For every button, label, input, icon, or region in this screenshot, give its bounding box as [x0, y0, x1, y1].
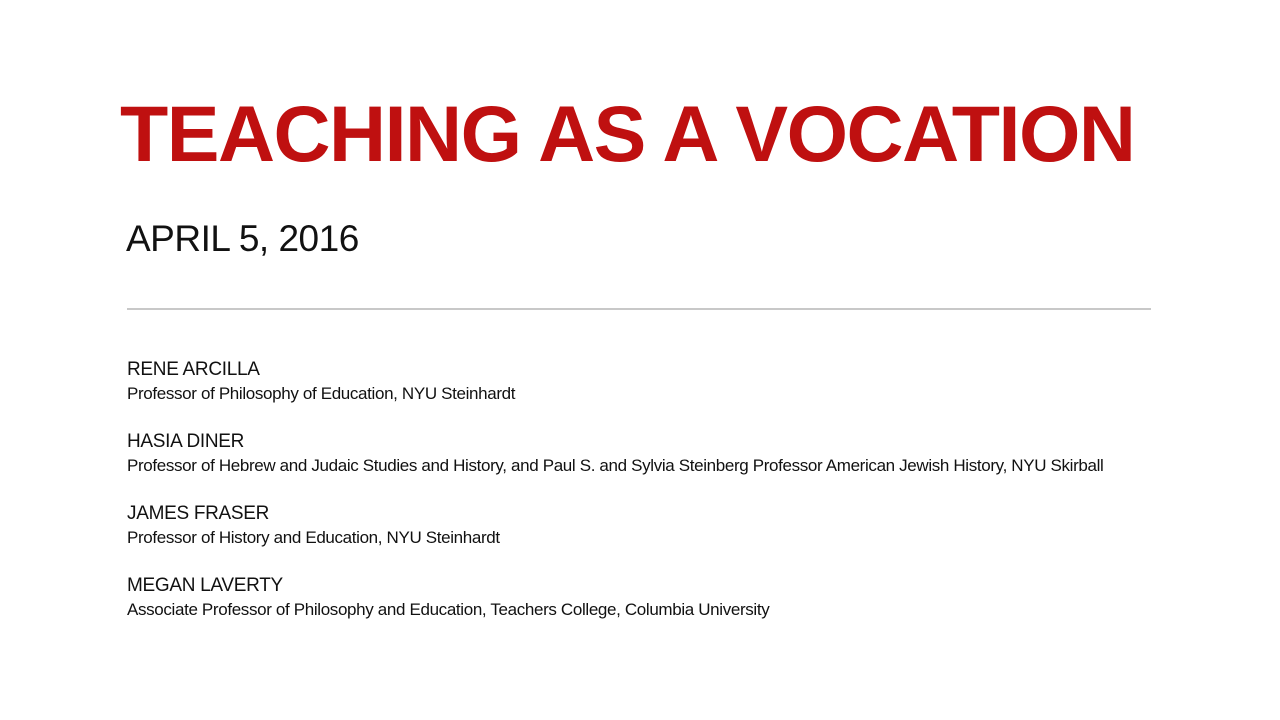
slide-title: TEACHING AS A VOCATION: [120, 89, 1135, 178]
speaker-item: [127, 502, 1227, 574]
speaker-role: Associate Professor of Philosophy and Education, Teachers College, Columbia University: [127, 600, 770, 619]
speaker-item: [127, 430, 1227, 502]
speaker-role: Professor of History and Education, NYU Steinhardt: [127, 528, 500, 547]
speaker-role: Professor of Hebrew and Judaic Studies and History, and Paul S. and Sylvia Steinberg Professor American Jewish History, NYU Skirball: [127, 456, 1104, 475]
speaker-name: MEGAN LAVERTY: [127, 575, 283, 596]
event-date: APRIL 5, 2016: [126, 218, 359, 259]
speaker-name: HASIA DINER: [127, 431, 245, 452]
speaker-item: [127, 574, 1227, 646]
speaker-list: [127, 358, 1227, 646]
speaker-role: Professor of Philosophy of Education, NYU Steinhardt: [127, 384, 516, 403]
speaker-name: RENE ARCILLA: [127, 359, 260, 380]
divider: [127, 308, 1151, 310]
speaker-name: JAMES FRASER: [127, 503, 270, 524]
speaker-item: [127, 358, 1227, 430]
